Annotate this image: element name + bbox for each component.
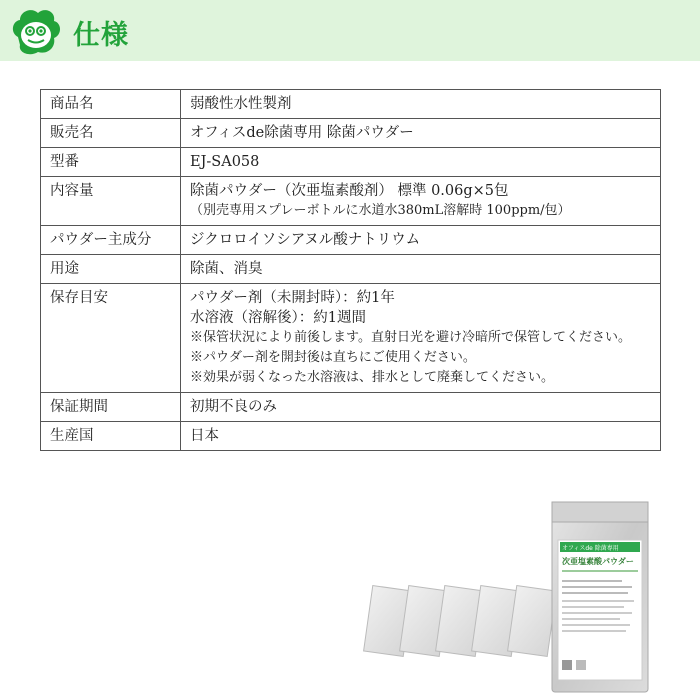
spec-row-usage — [41, 255, 661, 284]
spec-value-line: 除菌パウダー（次亜塩素酸剤） 標準 0.06g×5包 — [190, 183, 509, 199]
spec-value-line: （別売専用スプレーボトルに水道水380mL溶解時 100ppm/包） — [190, 203, 571, 218]
spec-value — [181, 422, 661, 451]
spec-value — [181, 255, 661, 284]
header-band — [0, 0, 700, 61]
package-name: 次亜塩素酸パウダー — [562, 557, 634, 566]
spec-value-line: 初期不良のみ — [190, 399, 277, 415]
package-label: オフィスde 除菌専用 — [562, 545, 619, 552]
spec-value-line: ジクロロイソシアヌル酸ナトリウム — [190, 232, 421, 248]
spec-value — [181, 226, 661, 255]
spec-label: 保証期間 — [41, 393, 181, 422]
spec-row-sales-name — [41, 119, 661, 148]
foil-package — [552, 502, 648, 692]
spec-table — [40, 89, 661, 451]
spec-note: ※パウダー剤を開封後は直ちにご使用ください。 — [190, 350, 476, 365]
spec-value — [181, 393, 661, 422]
spec-value-line: 日本 — [190, 428, 219, 444]
spec-row-model — [41, 148, 661, 177]
spec-label: 内容量 — [41, 177, 181, 226]
spec-label: 販売名 — [41, 119, 181, 148]
product-photo — [360, 500, 670, 700]
spec-value-line: オフィスde除菌専用 除菌パウダー — [190, 125, 414, 141]
spec-value — [181, 119, 661, 148]
spec-row-warranty — [41, 393, 661, 422]
spec-value-line: パウダー剤（未開封時）：約1年 — [190, 290, 395, 306]
page-title: 仕様 — [73, 20, 129, 51]
mascot-icon — [8, 7, 62, 57]
spec-value — [181, 90, 661, 119]
spec-label: パウダー主成分 — [41, 226, 181, 255]
spec-row-product-name — [41, 90, 661, 119]
spec-label: 用途 — [41, 255, 181, 284]
spec-note: ※効果が弱くなった水溶液は、排水として廃棄してください。 — [190, 370, 555, 385]
spec-label: 保存目安 — [41, 284, 181, 393]
spec-row-storage — [41, 284, 661, 393]
spec-value-line: 弱酸性水性製剤 — [190, 96, 292, 112]
spec-value-line: 水溶液（溶解後）：約1週間 — [190, 310, 366, 326]
spec-value-line: 除菌、消臭 — [190, 261, 263, 277]
spec-value — [181, 284, 661, 393]
sachet-group — [364, 586, 557, 657]
sachet — [508, 586, 557, 657]
spec-value — [181, 177, 661, 226]
spec-row-contents — [41, 177, 661, 226]
spec-row-origin — [41, 422, 661, 451]
spec-label: 生産国 — [41, 422, 181, 451]
spec-row-ingredient — [41, 226, 661, 255]
spec-label: 型番 — [41, 148, 181, 177]
spec-note: ※保管状況により前後します。直射日光を避け冷暗所で保管してください。 — [190, 330, 631, 345]
spec-value — [181, 148, 661, 177]
spec-value-line: EJ-SA058 — [190, 154, 260, 170]
spec-label: 商品名 — [41, 90, 181, 119]
